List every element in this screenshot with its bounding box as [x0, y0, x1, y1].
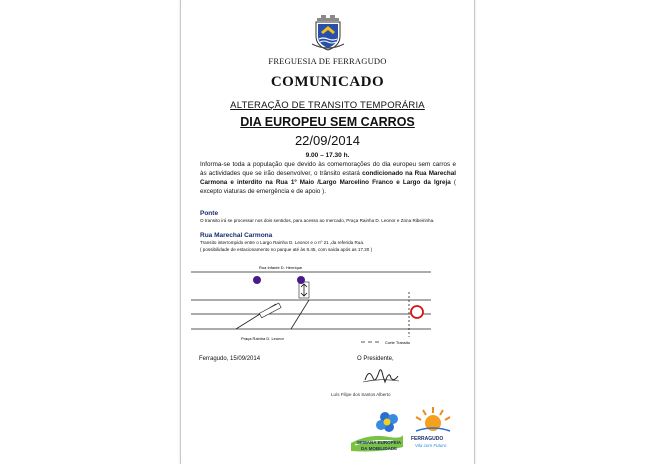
intro-text-1: Informa-se toda a população que devido às comemorações do dia europeu sem carros e às actividades que se irão desenvolver, o trânsito estará [200, 161, 456, 177]
traffic-map [181, 262, 474, 352]
town-tagline: Vila com Futuro [415, 443, 447, 448]
mobility-week-line2: DA MOBILIDADE [361, 446, 398, 451]
document-page [180, 0, 475, 464]
rua-text [200, 240, 460, 253]
rua-text-line2: ( possibilidade de estacionamento no parque até às 8.45, com saída após as 17.20 ) [200, 246, 373, 252]
street-bottom-label: Praça Rainha D. Leonor [241, 336, 284, 341]
parish-crest-icon [308, 12, 348, 52]
ponte-heading: Ponte [200, 210, 219, 217]
bollard-icon [253, 276, 261, 284]
car-shape-icon [259, 303, 281, 318]
parish-name: FREGUESIA DE FERRAGUDO [268, 56, 387, 66]
intro-paragraph [200, 160, 456, 196]
document-title: COMUNICADO [270, 74, 385, 90]
intro-text-2: ( excepto viaturas de emergência e de apoio ). [200, 179, 456, 195]
street-top-label: Rua Infante D. Henrique [259, 265, 303, 270]
event-date: 22/09/2014 [294, 133, 361, 148]
rua-text-line1: Transito interrompido entre o Largo Rainha D. Leonor e o nº 21 ,da referida Rua. [200, 240, 365, 245]
president-name: Luís Filipe dos Santos Alberto [331, 392, 391, 397]
town-name: FERRAGUDO [411, 436, 444, 442]
event-name: DIA EUROPEU SEM CARROS [240, 115, 415, 129]
rua-heading: Rua Marechal Carmona [200, 232, 273, 239]
signature-image [361, 364, 401, 386]
event-hours: 9.00 – 17.30 h. [305, 152, 350, 159]
legend-label: Corte Transito [385, 340, 411, 345]
document-subtitle: ALTERAÇÃO DE TRANSITO TEMPORÁRIA [230, 100, 425, 111]
footer-president: O Presidente, [357, 356, 394, 362]
bollard-icon [297, 276, 305, 284]
no-entry-sign-icon [411, 306, 423, 318]
footer-date: Ferragudo, 15/09/2014 [199, 356, 261, 362]
ponte-text: O transito irá se processar nos dois sentidos, para acesso ao mercado, Praça Rainha D. Leonor e Zona Ribeirinha. [200, 218, 435, 223]
mobility-week-line1: SEMANA EUROPEIA [357, 440, 402, 445]
intro-text-bold: condicionado na Rua Marechal Carmona e interdito na Rua 1º Maio /Largo Marcelino Franco e Largo da Igreja [200, 170, 456, 186]
